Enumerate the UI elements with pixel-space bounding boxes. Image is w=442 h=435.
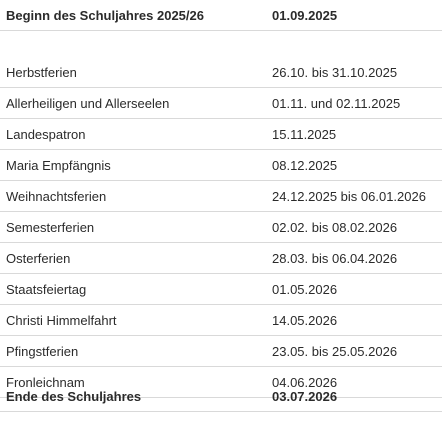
holiday-label: Christi Himmelfahrt (6, 312, 117, 328)
holiday-label: Herbstferien (6, 64, 77, 80)
holiday-label: Landespatron (6, 126, 86, 142)
holiday-label: Semesterferien (6, 219, 95, 235)
holiday-list (0, 57, 442, 398)
school-year-end-date: 03.07.2026 (272, 388, 338, 404)
school-year-end-section (0, 381, 442, 412)
holiday-date: 14.05.2026 (272, 312, 338, 328)
holiday-row (0, 274, 442, 305)
holiday-row (0, 88, 442, 119)
school-year-start-section (0, 0, 442, 31)
school-year-start-label: Beginn des Schuljahres 2025/26 (6, 7, 204, 23)
holiday-row (0, 150, 442, 181)
holiday-label: Pfingstferien (6, 343, 79, 359)
holiday-label: Staatsfeiertag (6, 281, 87, 297)
holiday-date: 01.05.2026 (272, 281, 338, 297)
holiday-date: 24.12.2025 bis 06.01.2026 (272, 188, 426, 204)
holiday-date: 15.11.2025 (272, 126, 337, 142)
holiday-date: 02.02. bis 08.02.2026 (272, 219, 398, 235)
holiday-row (0, 119, 442, 150)
holiday-label: Fronleichnam (6, 374, 85, 390)
holiday-label: Maria Empfängnis (6, 157, 111, 173)
school-year-end-row (0, 381, 442, 412)
holiday-label: Allerheiligen und Allerseelen (6, 95, 170, 111)
school-year-end-label: Ende des Schuljahres (6, 388, 142, 404)
holiday-row (0, 243, 442, 274)
holiday-date: 26.10. bis 31.10.2025 (272, 64, 398, 80)
holiday-row (0, 336, 442, 367)
holiday-row (0, 181, 442, 212)
holiday-date: 28.03. bis 06.04.2026 (272, 250, 398, 266)
holiday-date: 04.06.2026 (272, 374, 338, 390)
holiday-label: Weihnachtsferien (6, 188, 107, 204)
holiday-date: 01.11. und 02.11.2025 (272, 95, 401, 111)
holiday-row (0, 305, 442, 336)
school-year-start-row (0, 0, 442, 31)
holiday-row (0, 212, 442, 243)
holiday-row (0, 57, 442, 88)
holiday-date: 23.05. bis 25.05.2026 (272, 343, 398, 359)
holiday-label: Osterferien (6, 250, 71, 266)
school-year-start-date: 01.09.2025 (272, 7, 338, 23)
holiday-date: 08.12.2025 (272, 157, 338, 173)
